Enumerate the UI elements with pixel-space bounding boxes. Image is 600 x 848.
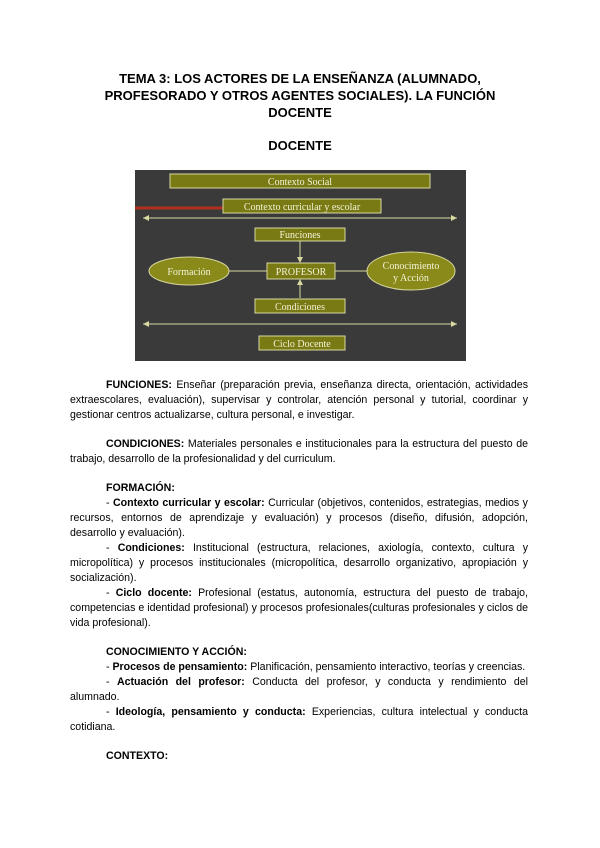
condiciones-label: CONDICIONES:	[106, 438, 185, 450]
conocimiento-item: - Ideología, pensamiento y conducta: Experiencias, cultura intelectual y conducta cotidiana.	[70, 706, 528, 733]
arrow-right-lower-icon	[451, 321, 457, 327]
title-line-1: TEMA 3: LOS ACTORES DE LA ENSEÑANZA (ALUMNADO,	[119, 71, 481, 86]
arrow-down-icon	[297, 257, 303, 263]
formacion-heading: FORMACIÓN:	[106, 482, 175, 494]
title-line-2: PROFESORADO Y OTROS AGENTES SOCIALES). LA FUNCIÓN	[104, 88, 496, 103]
conocimiento-label-2: y Acción	[393, 273, 429, 284]
conocimiento-label-1: Conocimiento	[382, 261, 440, 272]
condiciones-label: Condiciones	[275, 302, 325, 313]
arrow-left-icon	[143, 215, 149, 221]
profesor-label: PROFESOR	[275, 267, 327, 278]
conocimiento-item: - Procesos de pensamiento: Planificación, pensamiento interactivo, teorías y creencias.	[106, 661, 526, 673]
ciclo-docente-label: Ciclo Docente	[273, 339, 331, 350]
diagram-svg	[135, 170, 466, 361]
conocimiento-item: - Actuación del profesor: Conducta del profesor, y conducta y rendimiento del alumnado.	[70, 676, 528, 703]
formacion-item: - Ciclo docente: Profesional (estatus, autonomía, estructura del puesto de trabajo, competencias e identidad profesional) y procesos profesionales(culturas profesionales y ciclos de vida profesional).	[70, 587, 529, 629]
formacion-section	[70, 481, 528, 631]
contexto-curricular-label: Contexto curricular y escolar	[243, 202, 361, 213]
conocimiento-heading: CONOCIMIENTO Y ACCIÓN:	[106, 646, 247, 658]
funciones-text: Enseñar (preparación previa, enseñanza directa, orientación, actividades extraescolares, evaluación), supervisar y controlar, atención personal y tutorial, coordinar y gestionar centros actualizarse, cultura personal, e investigar.	[70, 379, 528, 421]
page-title	[80, 70, 520, 121]
contexto-social-label: Contexto Social	[267, 177, 333, 188]
document-body	[70, 378, 528, 764]
condiciones-text: Materiales personales e institucionales para la estructura del puesto de trabajo, desarrollo de la profesionalidad y del curriculum.	[70, 438, 528, 465]
formacion-item: - Contexto curricular y escolar: Curricular (objetivos, contenidos, estrategias, medios y recursos, entornos de aprendizaje y evaluación) y procesos (diseño, difusión, adopción, desarrollo y evaluación).	[70, 497, 528, 539]
title-line-3: DOCENTE	[268, 105, 332, 120]
funciones-label: Funciones	[279, 230, 321, 241]
formacion-label: Formación	[167, 267, 211, 278]
arrow-up-icon	[297, 279, 303, 285]
section-subtitle: DOCENTE	[268, 138, 332, 153]
arrow-left-lower-icon	[143, 321, 149, 327]
docente-diagram	[135, 170, 466, 361]
funciones-paragraph	[70, 378, 528, 423]
formacion-item: - Condiciones: Institucional (estructura, relaciones, axiología, contexto, cultura y micropolítica) y procesos institucionales (micropolítica, desarrollo organizativo, apropiación y socialización).	[70, 542, 528, 584]
funciones-label: FUNCIONES:	[106, 379, 172, 391]
contexto-heading: CONTEXTO:	[106, 750, 169, 762]
condiciones-paragraph	[70, 437, 528, 467]
arrow-right-icon	[451, 215, 457, 221]
conocimiento-section	[70, 645, 528, 735]
